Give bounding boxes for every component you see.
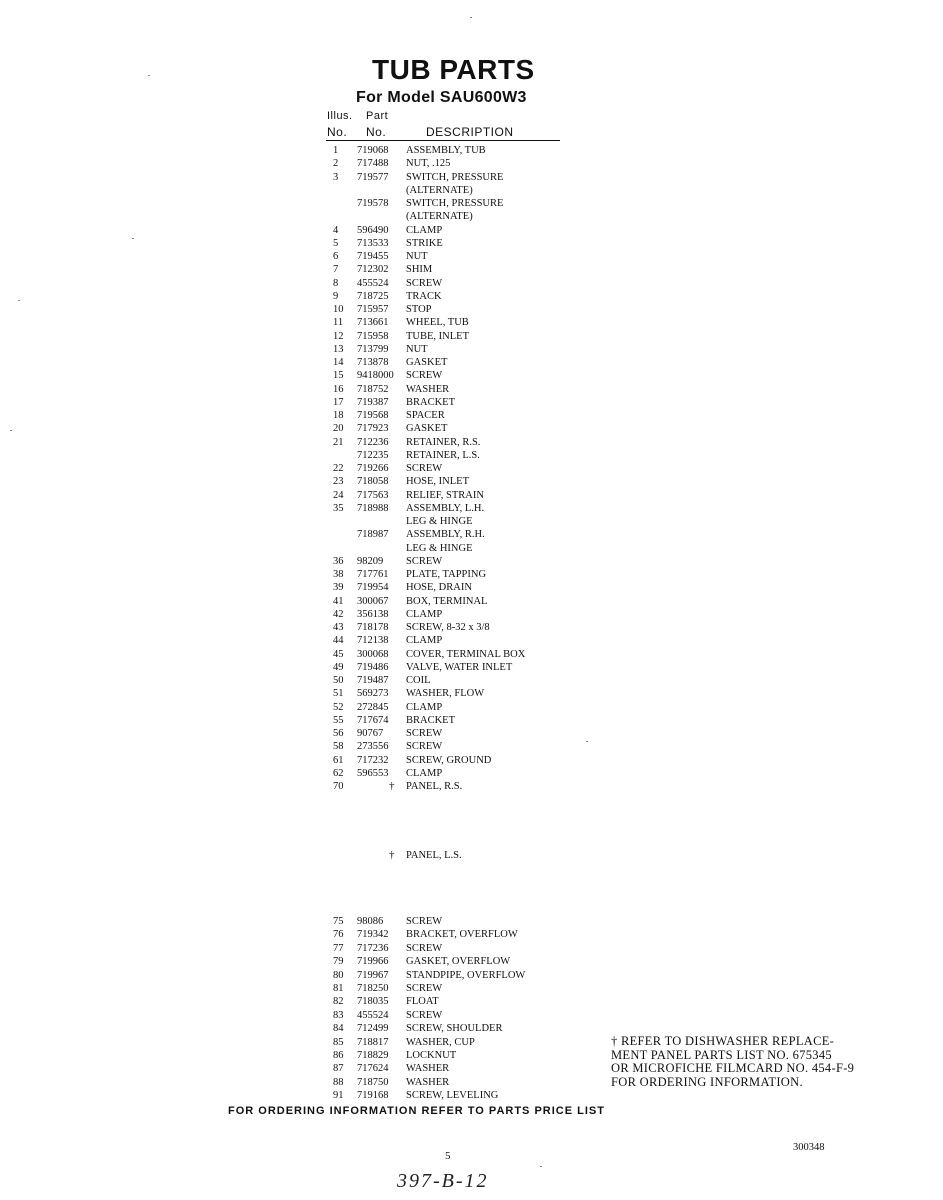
- part-number: 90767: [357, 728, 384, 739]
- part-description: SCREW, GROUND: [406, 754, 492, 766]
- part-description: WASHER: [406, 1076, 450, 1088]
- part-number: 712236: [357, 436, 389, 448]
- part-description: NUT, .125: [406, 158, 451, 170]
- part-description: BOX, TERMINAL: [406, 595, 488, 607]
- part-description: SCREW: [406, 728, 443, 739]
- part-description: GASKET, OVERFLOW: [406, 956, 511, 968]
- part-number: 719966: [357, 956, 389, 968]
- illus-number: 44: [333, 635, 344, 647]
- part-description: CLAMP: [406, 224, 443, 236]
- illus-number: 58: [333, 741, 344, 753]
- ordering-footer: FOR ORDERING INFORMATION REFER TO PARTS PRICE LIST: [228, 1105, 605, 1117]
- part-description: WASHER: [406, 383, 450, 395]
- part-number: 717236: [357, 942, 389, 954]
- part-description: SHIM: [406, 264, 433, 276]
- illus-number: 81: [333, 983, 344, 994]
- part-number: 719455: [357, 251, 389, 262]
- part-description: WASHER, CUP: [406, 1036, 475, 1048]
- part-description: SPACER: [406, 410, 445, 421]
- part-description: CLAMP: [406, 701, 443, 713]
- part-number: 713533: [357, 237, 389, 249]
- part-number: 719168: [357, 1090, 389, 1102]
- illus-number: 1: [333, 145, 339, 156]
- part-description: STRIKE: [406, 237, 443, 249]
- part-description: VALVE, WATER INLET: [406, 661, 513, 673]
- illus-number: 76: [333, 929, 344, 941]
- illus-number: 82: [333, 996, 344, 1008]
- part-description: HOSE, INLET: [406, 476, 469, 488]
- illus-number: 39: [333, 582, 344, 594]
- illus-number: 16: [333, 383, 344, 395]
- illus-number: 36: [333, 555, 344, 567]
- part-description: ASSEMBLY, L.H.: [406, 502, 485, 514]
- part-number: 98086: [357, 916, 384, 927]
- part-description: STANDPIPE, OVERFLOW: [406, 969, 526, 981]
- illus-number: 87: [333, 1063, 344, 1075]
- part-number: 596553: [357, 767, 389, 779]
- illus-number: 2: [333, 158, 339, 170]
- part-number: 712235: [357, 449, 389, 461]
- part-description: GASKET: [406, 423, 448, 435]
- illus-number: 41: [333, 595, 344, 607]
- part-description: BRACKET: [406, 714, 456, 726]
- illus-number: 18: [333, 410, 344, 421]
- illus-number: 62: [333, 767, 344, 779]
- part-number: 713799: [357, 343, 389, 355]
- part-number: 719387: [357, 396, 389, 408]
- illus-number: 42: [333, 608, 344, 620]
- part-number: 717761: [357, 569, 389, 580]
- part-description: (ALTERNATE): [406, 211, 473, 223]
- part-number: 717923: [357, 423, 389, 435]
- illus-number: 56: [333, 728, 344, 739]
- part-description: WASHER, FLOW: [406, 688, 485, 700]
- illus-number: 88: [333, 1076, 344, 1088]
- illus-number: 12: [333, 330, 344, 342]
- part-number: 717232: [357, 754, 389, 766]
- illus-number: 52: [333, 701, 344, 713]
- part-description: HOSE, DRAIN: [406, 582, 472, 594]
- part-description: FLOAT: [406, 996, 439, 1008]
- illus-number: 79: [333, 956, 344, 968]
- part-description: PLATE, TAPPING: [406, 569, 487, 580]
- part-number: 718817: [357, 1036, 389, 1048]
- scan-speck: [586, 741, 588, 742]
- illus-number: 84: [333, 1023, 344, 1035]
- part-description: SWITCH, PRESSURE: [406, 171, 504, 183]
- illus-number: 11: [333, 317, 344, 329]
- illus-number: 4: [333, 224, 339, 236]
- part-description: SCREW: [406, 277, 443, 289]
- illus-number: 6: [333, 251, 339, 262]
- part-number: 596490: [357, 224, 389, 236]
- illus-number: 8: [333, 277, 339, 289]
- illus-number: 13: [333, 343, 344, 355]
- illus-number: 22: [333, 463, 344, 474]
- part-description: SCREW, 8-32 x 3/8: [406, 622, 490, 633]
- illus-number: 50: [333, 675, 344, 686]
- part-description: NUT: [406, 343, 428, 355]
- part-description: WHEEL, TUB: [406, 317, 469, 329]
- illus-number: 80: [333, 969, 344, 981]
- illus-number: 7: [333, 264, 339, 276]
- illus-number: 9: [333, 290, 339, 302]
- part-description: CLAMP: [406, 635, 443, 647]
- part-description: STOP: [406, 304, 432, 315]
- part-description: SCREW: [406, 942, 443, 954]
- page-title: TUB PARTS: [372, 54, 535, 85]
- part-description: PANEL, L.S.: [406, 850, 462, 861]
- illus-number: 91: [333, 1090, 344, 1102]
- part-description: SCREW, SHOULDER: [406, 1023, 503, 1035]
- part-number: 455524: [357, 1009, 389, 1021]
- illus-number: 49: [333, 661, 344, 673]
- part-number: 712302: [357, 264, 389, 276]
- illus-number: 23: [333, 476, 344, 488]
- part-description: SCREW: [406, 555, 443, 567]
- part-description: BRACKET, OVERFLOW: [406, 929, 518, 941]
- illus-number: 45: [333, 648, 344, 660]
- part-number: 718829: [357, 1050, 389, 1061]
- header-rule: [326, 140, 560, 141]
- part-description: ASSEMBLY, TUB: [406, 145, 486, 156]
- illus-number: 83: [333, 1009, 344, 1021]
- part-number: 719266: [357, 463, 389, 474]
- part-number: 719967: [357, 969, 389, 981]
- scan-speck: [470, 17, 472, 18]
- part-description: TRACK: [406, 290, 442, 302]
- illus-number: 77: [333, 942, 344, 954]
- part-number: 719954: [357, 582, 389, 594]
- part-number: 718752: [357, 383, 389, 395]
- part-description: ASSEMBLY, R.H.: [406, 529, 485, 541]
- part-number: 712138: [357, 635, 389, 647]
- part-number: 717624: [357, 1063, 389, 1075]
- illus-number: 55: [333, 714, 344, 726]
- illus-number: 20: [333, 423, 344, 435]
- part-number: 718987: [357, 529, 389, 541]
- part-number: 569273: [357, 688, 389, 700]
- part-description: GASKET: [406, 357, 448, 368]
- part-number: †: [389, 780, 395, 792]
- part-description: COIL: [406, 675, 431, 686]
- header-part-no: No.: [366, 125, 387, 139]
- part-description: COVER, TERMINAL BOX: [406, 648, 526, 660]
- part-description: SCREW: [406, 370, 443, 382]
- illus-number: 61: [333, 754, 344, 766]
- illus-number: 86: [333, 1050, 344, 1061]
- part-description: CLAMP: [406, 608, 443, 620]
- part-number: 356138: [357, 608, 389, 620]
- scan-speck: [132, 238, 134, 239]
- header-illus-no: No.: [327, 125, 348, 139]
- part-number: 719578: [357, 198, 389, 209]
- illus-number: 24: [333, 489, 344, 501]
- illus-number: 17: [333, 396, 344, 408]
- page-number: 5: [445, 1150, 451, 1162]
- part-number: 715957: [357, 304, 389, 315]
- illus-number: 10: [333, 304, 344, 315]
- part-number: 98209: [357, 555, 384, 567]
- scan-speck: [18, 300, 20, 301]
- illus-number: 51: [333, 688, 344, 700]
- illus-number: 43: [333, 622, 344, 633]
- illus-number: 85: [333, 1036, 344, 1048]
- part-description: BRACKET: [406, 396, 456, 408]
- header-description: DESCRIPTION: [426, 125, 514, 139]
- part-description: SCREW: [406, 916, 443, 927]
- part-number: 718250: [357, 983, 389, 994]
- part-number: 719068: [357, 145, 389, 156]
- part-number: 718750: [357, 1076, 389, 1088]
- scan-speck: [540, 1166, 542, 1167]
- part-description: NUT: [406, 251, 428, 262]
- illus-number: 38: [333, 569, 344, 580]
- illus-number: 3: [333, 171, 339, 183]
- part-number: 719486: [357, 661, 389, 673]
- part-number: 719568: [357, 410, 389, 421]
- part-number: †: [389, 849, 395, 861]
- illus-number: 21: [333, 436, 344, 448]
- header-illus-label: Illus.: [327, 110, 353, 122]
- part-description: LOCKNUT: [406, 1050, 457, 1061]
- part-number: 717674: [357, 714, 389, 726]
- part-description: RETAINER, L.S.: [406, 449, 480, 461]
- part-number: 715958: [357, 330, 389, 342]
- part-description: WASHER: [406, 1063, 450, 1075]
- illus-number: 75: [333, 916, 344, 927]
- part-description: SWITCH, PRESSURE: [406, 198, 504, 209]
- document-code: 300348: [793, 1142, 825, 1153]
- part-number: 272845: [357, 701, 389, 713]
- part-description: SCREW: [406, 1009, 443, 1021]
- scan-speck: [148, 75, 150, 76]
- scan-speck: [10, 430, 12, 431]
- part-number: 718035: [357, 996, 389, 1008]
- part-number: 273556: [357, 741, 389, 753]
- part-number: 719487: [357, 675, 389, 686]
- illus-number: 14: [333, 357, 344, 368]
- part-description: SCREW: [406, 983, 443, 994]
- part-number: 718725: [357, 290, 389, 302]
- illus-number: 15: [333, 370, 344, 382]
- part-description: LEG & HINGE: [406, 516, 473, 527]
- part-number: 717488: [357, 158, 389, 170]
- part-number: 713878: [357, 357, 389, 368]
- part-number: 719577: [357, 171, 389, 183]
- part-description: PANEL, R.S.: [406, 781, 463, 792]
- part-number: 718988: [357, 502, 389, 514]
- part-description: RELIEF, STRAIN: [406, 489, 484, 501]
- part-description: LEG & HINGE: [406, 542, 473, 554]
- part-number: 718178: [357, 622, 389, 633]
- part-number: 712499: [357, 1023, 389, 1035]
- part-description: SCREW: [406, 741, 443, 753]
- illus-number: 35: [333, 502, 344, 514]
- part-number: 455524: [357, 277, 389, 289]
- illus-number: 70: [333, 781, 344, 792]
- part-description: SCREW, LEVELING: [406, 1090, 499, 1102]
- part-description: SCREW: [406, 463, 443, 474]
- handwritten-annotation: 397-B-12: [397, 1170, 489, 1192]
- header-part-label: Part: [366, 110, 389, 122]
- part-number: 718058: [357, 476, 389, 488]
- part-description: TUBE, INLET: [406, 330, 469, 342]
- part-number: 717563: [357, 489, 389, 501]
- part-description: RETAINER, R.S.: [406, 436, 481, 448]
- part-number: 713661: [357, 317, 389, 329]
- illus-number: 5: [333, 237, 339, 249]
- part-number: 9418000: [357, 370, 394, 382]
- part-number: 719342: [357, 929, 389, 941]
- part-number: 300068: [357, 648, 389, 660]
- part-description: (ALTERNATE): [406, 184, 473, 196]
- part-description: CLAMP: [406, 767, 443, 779]
- part-number: 300067: [357, 595, 389, 607]
- replacement-panel-note: † REFER TO DISHWASHER REPLACE- MENT PANEL PARTS LIST NO. 675345 OR MICROFICHE FILMCARD NO. 454-F-9 FOR ORDERING INFORMATION.: [611, 1034, 855, 1089]
- model-subtitle: For Model SAU600W3: [356, 89, 527, 106]
